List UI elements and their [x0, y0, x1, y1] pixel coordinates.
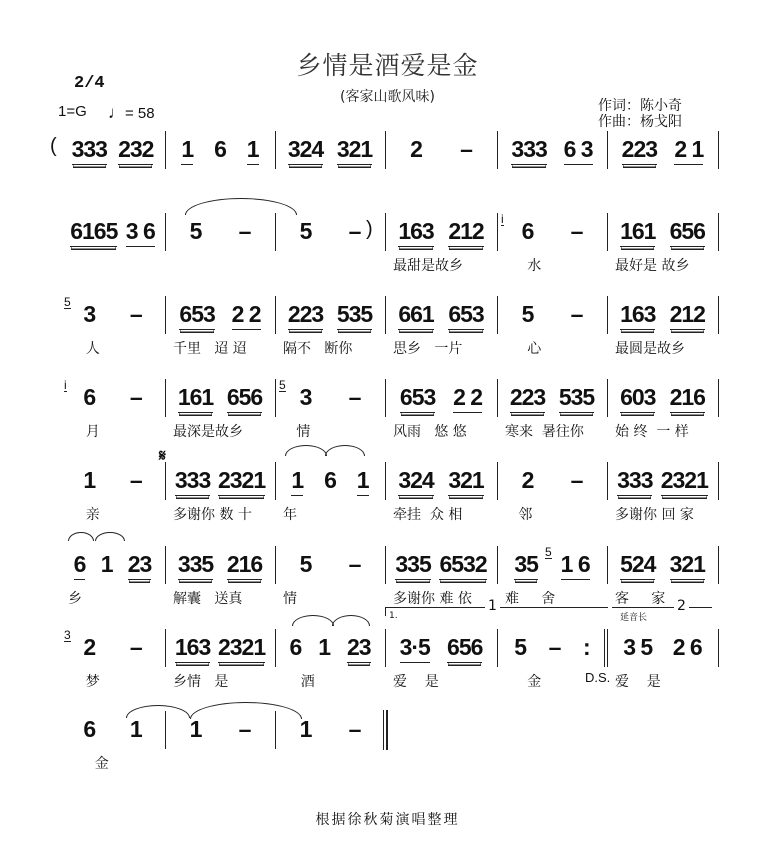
note-group — [497, 466, 607, 496]
note-group — [385, 217, 497, 247]
quarter-note-icon: ♩ — [108, 103, 125, 122]
barline — [718, 213, 719, 251]
note: 216 — [670, 384, 705, 413]
lyric: 金 — [505, 674, 542, 690]
note-group — [497, 633, 607, 663]
note: 1 — [247, 136, 259, 165]
note-group — [60, 466, 165, 496]
note: 5 — [299, 551, 312, 577]
note-group — [385, 135, 497, 165]
measure — [165, 633, 275, 703]
note: 163 — [398, 218, 433, 247]
measure — [60, 628, 165, 703]
lyric: 乡情 是 — [173, 674, 229, 690]
note: 212 — [448, 218, 483, 247]
note-group — [607, 550, 718, 580]
note-group — [497, 300, 607, 330]
note: 6 — [324, 467, 336, 493]
note: 6 — [83, 384, 96, 410]
note: 333 — [175, 467, 210, 496]
note: 6 — [214, 136, 226, 162]
measure — [275, 550, 385, 620]
note: 223 — [510, 384, 545, 413]
measure — [607, 135, 718, 205]
note: – — [570, 301, 583, 327]
note: 232 — [118, 136, 153, 165]
note: 2 — [83, 634, 96, 660]
measure — [60, 715, 165, 785]
measure — [607, 383, 718, 453]
note: 35 — [514, 551, 538, 580]
measure — [497, 466, 607, 536]
note: : — [583, 634, 590, 660]
lyric: 爱 是 — [615, 674, 661, 690]
note: – — [570, 467, 583, 493]
note: 1 6 — [561, 551, 590, 580]
note: 656 — [670, 218, 705, 247]
volta-2-label: 2 — [674, 598, 689, 614]
measure — [165, 217, 275, 287]
note-group — [165, 135, 275, 165]
note: – — [129, 384, 142, 410]
note: 321 — [337, 136, 372, 165]
note: 2 — [410, 136, 422, 162]
note: 5 — [299, 218, 312, 244]
measure — [497, 383, 607, 453]
lyric: 牵挂 众 相 — [393, 507, 463, 523]
lyric: 酒 — [283, 674, 315, 690]
note: 6 — [289, 634, 302, 660]
note: 335 — [178, 551, 213, 580]
note: 653 — [179, 301, 214, 330]
lyric: 乡 — [68, 591, 82, 607]
measure — [385, 383, 497, 453]
note: 653 — [448, 301, 483, 330]
note: 2321 — [218, 634, 265, 663]
note: 535 — [559, 384, 594, 413]
measure — [497, 633, 607, 703]
measure — [165, 135, 275, 205]
measure — [275, 300, 385, 370]
note: 5 — [189, 218, 202, 244]
note: 656 — [227, 384, 262, 413]
note-group — [165, 466, 275, 496]
note-group — [60, 383, 165, 413]
note: 324 — [398, 467, 433, 496]
note: 6165 — [70, 218, 117, 247]
measure — [275, 633, 385, 703]
note: 161 — [620, 218, 655, 247]
barline — [718, 546, 719, 584]
note: 335 — [395, 551, 430, 580]
composer-credit: 作曲：杨戈阳 — [598, 114, 682, 130]
note-group — [165, 217, 275, 247]
note: 653 — [400, 384, 435, 413]
note: – — [238, 716, 251, 742]
final-barline-thin — [383, 710, 384, 750]
lyric: 心 — [505, 341, 542, 357]
lyric: 难 舍 — [505, 591, 556, 607]
note: 6 — [83, 716, 96, 742]
measure — [385, 135, 497, 205]
note-group — [607, 633, 718, 663]
note: 223 — [288, 301, 323, 330]
note-group — [275, 300, 385, 330]
note: 1 — [181, 136, 193, 165]
measure — [60, 295, 165, 370]
note: 2 — [521, 467, 534, 493]
note: 1 — [291, 467, 303, 496]
lyric: 情 — [283, 591, 297, 607]
note: 6 — [521, 218, 534, 244]
note: – — [129, 301, 142, 327]
measure — [60, 378, 165, 453]
note-group — [60, 217, 165, 247]
note: 2 1 — [674, 136, 703, 165]
note-group — [60, 300, 165, 330]
note-group — [275, 135, 385, 165]
lyric: 梦 — [68, 674, 100, 690]
note: 524 — [620, 551, 655, 580]
lyric: 邻 — [505, 507, 533, 523]
note-group — [165, 383, 275, 413]
lyric: 多谢你 数 十 — [173, 507, 252, 523]
grace-note: 5 — [545, 545, 552, 559]
tempo-value: = 58 — [125, 105, 155, 122]
grace-note: 5 — [279, 378, 286, 392]
note: 2 2 — [453, 384, 482, 413]
note-group — [497, 135, 607, 165]
measure — [275, 378, 385, 453]
note-group — [60, 135, 165, 165]
note: – — [129, 634, 142, 660]
note: 6 3 — [564, 136, 593, 165]
note: – — [348, 384, 361, 410]
note: 321 — [670, 551, 705, 580]
note: 1 — [129, 716, 142, 742]
note: 535 — [337, 301, 372, 330]
note: 1 — [299, 716, 312, 742]
segno-icon: 𝄋 — [159, 446, 166, 465]
measure — [60, 466, 165, 536]
note-group — [607, 135, 718, 165]
lyric: 月 — [68, 424, 100, 440]
note: – — [570, 218, 583, 244]
final-barline-thick — [386, 710, 388, 750]
measure — [497, 135, 607, 205]
lyric: 亲 — [68, 507, 100, 523]
note: 3 6 — [126, 218, 155, 247]
note-group — [385, 633, 497, 663]
note-group — [385, 300, 497, 330]
barline — [718, 379, 719, 417]
note-group — [607, 300, 718, 330]
note: 216 — [227, 551, 262, 580]
measure — [165, 300, 275, 370]
lyric: 隔不 断你 — [283, 341, 353, 357]
lyric: 千里 迢 迢 — [173, 341, 247, 357]
measure — [497, 212, 607, 287]
measure — [607, 217, 718, 287]
note: 2321 — [661, 467, 708, 496]
lyric: 多谢你 难 依 — [393, 591, 472, 607]
note-group — [275, 466, 385, 496]
note: 3 — [83, 301, 96, 327]
lyric: 最好是 故乡 — [615, 258, 690, 274]
note: 324 — [288, 136, 323, 165]
measure — [275, 135, 385, 205]
measure — [385, 466, 497, 536]
note-group — [275, 550, 385, 580]
lyric: 年 — [283, 507, 297, 523]
measure — [60, 135, 165, 205]
note-group — [497, 217, 607, 247]
note: 2 6 — [672, 634, 702, 660]
volta-1-label: 1 — [485, 598, 500, 614]
lyric: 解囊 送真 — [173, 591, 243, 607]
note: 333 — [617, 467, 652, 496]
grace-note: 5 — [64, 295, 71, 309]
grace-note: i — [64, 378, 67, 392]
tempo-marking — [108, 103, 155, 123]
barline — [718, 629, 719, 667]
measure — [385, 217, 497, 287]
note-group — [60, 633, 165, 663]
lyric: 人 — [68, 341, 100, 357]
note: – — [129, 467, 142, 493]
measure — [159, 446, 275, 536]
measure — [165, 383, 275, 453]
barline — [718, 462, 719, 500]
open-paren: ( — [50, 135, 57, 157]
note: 23 — [347, 634, 371, 663]
note-group — [60, 715, 165, 745]
measure — [165, 715, 275, 785]
note-group — [607, 383, 718, 413]
note-group — [607, 466, 718, 496]
close-paren: ) — [366, 218, 373, 240]
note-group — [497, 383, 607, 413]
lyric: 最圆是故乡 — [615, 341, 685, 357]
tie-slur — [126, 705, 190, 718]
note: – — [348, 218, 361, 244]
lyric: 寒来 暑往你 — [505, 424, 584, 440]
note: 603 — [620, 384, 655, 413]
note-group — [165, 550, 275, 580]
volta-1-start-label: 1. — [389, 611, 398, 621]
source-note: 根据徐秋菊演唱整理 — [315, 812, 460, 828]
lyricist-credit: 作词：陈小奇 — [598, 98, 682, 114]
barline — [718, 131, 719, 169]
measure — [275, 466, 385, 536]
note: 3 5 — [623, 634, 653, 660]
note: 161 — [178, 384, 213, 413]
note: 212 — [670, 301, 705, 330]
note-group — [275, 715, 385, 745]
note: 333 — [511, 136, 546, 165]
note: – — [348, 716, 361, 742]
note-group — [607, 217, 718, 247]
note-group — [275, 633, 385, 663]
note: 661 — [398, 301, 433, 330]
lyric: 情 — [283, 424, 311, 440]
note: 23 — [128, 551, 152, 580]
lyric: 风雨 悠 悠 — [393, 424, 467, 440]
note: – — [348, 551, 361, 577]
note: 6 — [74, 551, 86, 580]
lyric: 多谢你 回 家 — [615, 507, 694, 523]
note-group — [165, 300, 275, 330]
note: 1 — [318, 634, 330, 660]
note: 333 — [72, 136, 107, 165]
lyric: 始 终 一 样 — [615, 424, 689, 440]
song-subtitle: (客家山歌风味) — [340, 89, 435, 105]
measure — [165, 550, 275, 620]
note: 6532 — [439, 551, 486, 580]
note: 223 — [622, 136, 657, 165]
grace-note: i — [501, 212, 504, 226]
key-signature: 1=G — [58, 103, 87, 120]
note: 3·5 — [400, 634, 430, 663]
note-group — [385, 383, 497, 413]
note-group — [60, 550, 165, 580]
note-group — [165, 715, 275, 745]
note: 656 — [447, 634, 482, 663]
note: – — [238, 218, 251, 244]
note: 5 — [521, 301, 534, 327]
tie-slur — [190, 702, 302, 719]
note: 2 2 — [232, 301, 261, 330]
measure — [607, 466, 718, 536]
note: 1 — [83, 467, 96, 493]
grace-note: 3 — [64, 628, 71, 642]
note: 3 — [299, 384, 312, 410]
note: 163 — [175, 634, 210, 663]
volta-2-note: 延音长 — [620, 610, 647, 623]
lyric: 水 — [505, 258, 542, 274]
measure — [385, 633, 497, 703]
measure — [607, 633, 718, 703]
repeat-barline — [604, 629, 605, 667]
lyric: 金 — [68, 756, 109, 772]
note: – — [460, 136, 472, 162]
barline — [718, 296, 719, 334]
note: 1 — [357, 467, 369, 496]
measure — [607, 300, 718, 370]
lyric: 最甜是故乡 — [393, 258, 463, 274]
measure — [275, 715, 385, 785]
measure — [385, 300, 497, 370]
measure — [60, 217, 165, 287]
measure — [60, 550, 165, 620]
time-signature: 2/4 — [74, 74, 105, 93]
note-group — [275, 383, 385, 413]
note: 5 — [514, 634, 527, 660]
note-group — [385, 550, 497, 580]
note-group — [497, 550, 607, 580]
song-title: 乡情是酒爱是金 — [296, 51, 479, 80]
lyric: 思乡 一片 — [393, 341, 463, 357]
note: 163 — [620, 301, 655, 330]
lyric: 爱 是 — [393, 674, 439, 690]
note: – — [548, 634, 561, 660]
note: 1 — [189, 716, 202, 742]
lyric: 最深是故乡 — [173, 424, 243, 440]
note-group — [385, 466, 497, 496]
note: 1 — [100, 551, 113, 577]
dal-segno-mark: D.S. — [585, 670, 611, 685]
measure — [497, 300, 607, 370]
note: 2321 — [218, 467, 265, 496]
lyric: 客 家 — [615, 591, 666, 607]
note-group — [165, 633, 275, 663]
note: 321 — [448, 467, 483, 496]
